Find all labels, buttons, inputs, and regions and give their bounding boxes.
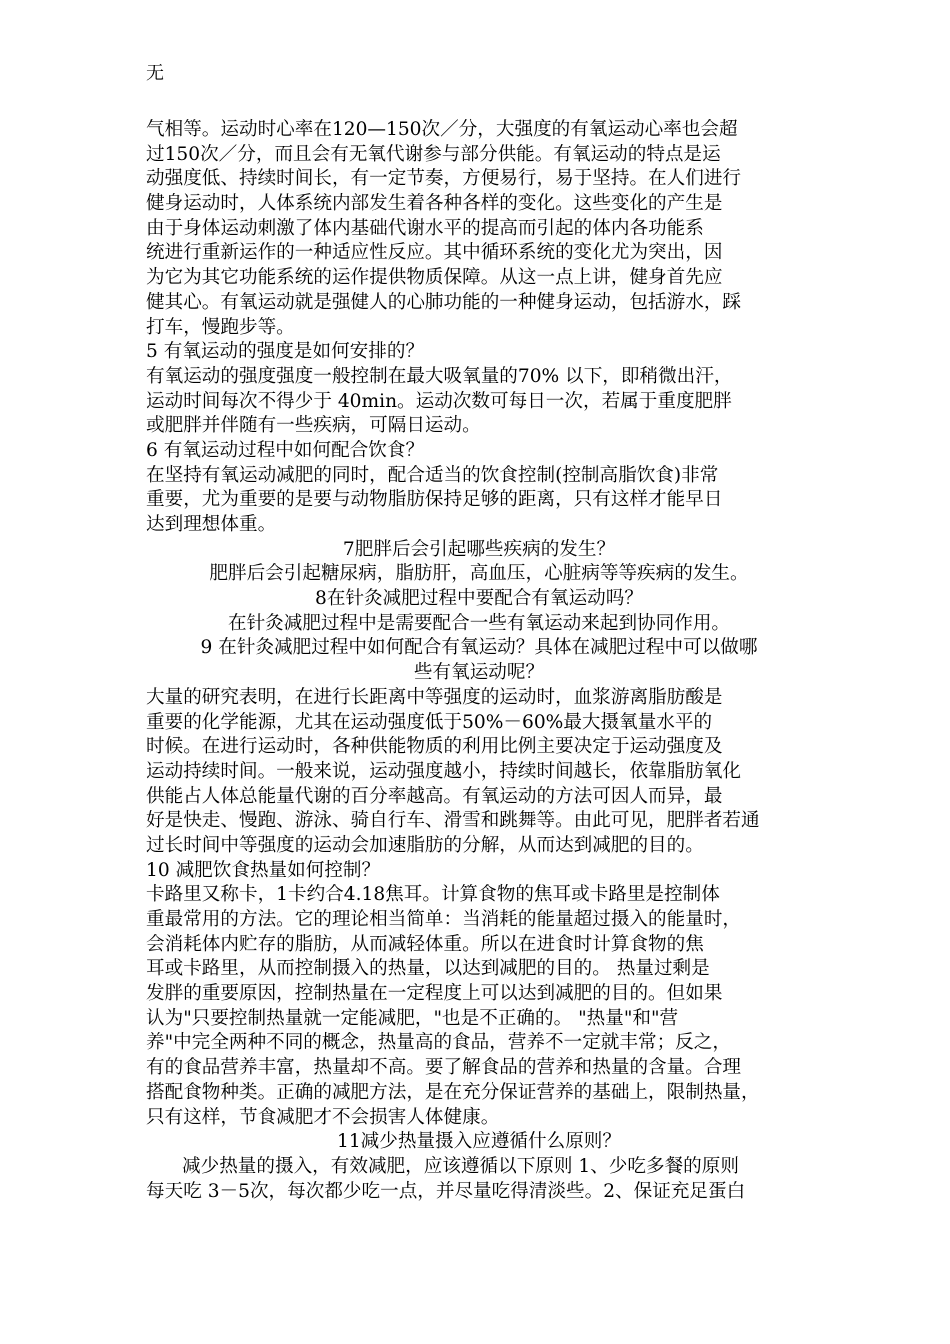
- text-line: 健其心。有氧运动就是强健人的心肺功能的一种健身运动，包括游水，踩: [146, 291, 742, 313]
- text-line: 好是快走、慢跑、游泳、骑自行车、滑雪和跳舞等。由此可见，肥胖者若通: [146, 810, 760, 832]
- text-line: 只有这样，节食减肥才不会损害人体健康。: [146, 1106, 500, 1128]
- text-line: 重要，尤为重要的是要与动物脂肪保持足够的距离，只有这样才能早日: [146, 489, 723, 511]
- text-line: 运动持续时间。一般来说，运动强度越小，持续时间越长，依靠脂肪氧化: [146, 760, 742, 782]
- document-body: [146, 118, 812, 1204]
- text-line: 有氧运动的强度强度一般控制在最大吸氧量的70% 以下，即稍微出汗，: [146, 365, 733, 387]
- text-line: 肥胖后会引起糖尿病，脂肪肝，高血压，心脏病等等疾病的发生。: [209, 563, 749, 585]
- text-line: 供能占人体总能量代谢的百分率越高。有氧运动的方法可因人而异，最: [146, 785, 723, 807]
- text-line: 过150次／分，而且会有无氧代谢参与部分供能。有氧运动的特点是运: [146, 143, 721, 165]
- text-line: 耳或卡路里，从而控制摄入的热量，以达到减肥的目的。 热量过剩是: [146, 958, 710, 980]
- text-line: 减少热量的摄入，有效减肥，应该遵循以下原则 1、少吃多餐的原则: [182, 1155, 739, 1177]
- text-line: 重最常用的方法。它的理论相当简单：当消耗的能量超过摄入的能量时，: [146, 909, 742, 930]
- text-line: 统进行重新运作的一种适应性反应。其中循环系统的变化尤为突出，因: [146, 242, 723, 264]
- text-line: 为它为其它功能系统的运作提供物质保障。从这一点上讲，健身首先应: [146, 267, 723, 289]
- text-line: 卡路里又称卡，1卡约合4.18焦耳。计算食物的焦耳或卡路里是控制体: [146, 884, 720, 906]
- text-line: 9 在针灸减肥过程中如何配合有氧运动？具体在减肥过程中可以做哪: [200, 637, 758, 659]
- text-line: 养"中完全两种不同的概念，热量高的食品，营养不一定就丰常；反之，: [146, 1032, 731, 1054]
- text-line: 健身运动时，人体系统内部发生着各种各样的变化。这些变化的产生是: [146, 193, 723, 215]
- text-line: 10 减肥饮食热量如何控制？: [146, 859, 381, 881]
- text-line: 每天吃 3－5次，每次都少吃一点，并尽量吃得清淡些。2、保证充足蛋白: [146, 1180, 746, 1202]
- text-line: 时候。在进行运动时，各种供能物质的利用比例主要决定于运动强度及: [146, 736, 723, 758]
- text-line: 气相等。运动时心率在120—150次／分，大强度的有氧运动心率也会超: [146, 119, 738, 140]
- text-line: 达到理想体重。: [146, 514, 277, 535]
- text-line: 8在针灸减肥过程中要配合有氧运动吗？: [315, 588, 643, 610]
- text-line: 7肥胖后会引起哪些疾病的发生？: [342, 538, 616, 560]
- text-line: 有的食品营养丰富，热量却不高。要了解食品的营养和热量的含量。合理: [146, 1057, 742, 1079]
- text-line: 运动时间每次不得少于 40min。运动次数可每日一次，若属于重度肥胖: [146, 390, 732, 412]
- text-line: 或肥胖并伴随有一些疾病，可隔日运动。: [146, 415, 481, 437]
- text-line: 在针灸减肥过程中是需要配合一些有氧运动来起到协同作用。: [227, 612, 731, 634]
- text-line: 打车，慢跑步等。: [146, 316, 295, 338]
- page-header: 无: [146, 63, 164, 84]
- text-line: 过长时间中等强度的运动会加速脂肪的分解，从而达到减肥的目的。: [146, 834, 704, 856]
- text-line: 动强度低、持续时间长，有一定节奏，方便易行，易于坚持。在人们进行: [146, 168, 742, 190]
- text-line: 6 有氧运动过程中如何配合饮食？: [146, 439, 425, 461]
- text-line: 会消耗体内贮存的脂肪，从而减轻体重。所以在进食时计算食物的焦: [146, 933, 704, 955]
- text-line: 11减少热量摄入应遵循什么原则？: [337, 1131, 621, 1153]
- text-line: 发胖的重要原因，控制热量在一定程度上可以达到减肥的目的。但如果: [146, 983, 723, 1005]
- text-line: 认为"只要控制热量就一定能减肥，"也是不正确的。 "热量"和"营: [146, 1007, 679, 1029]
- text-line: 由于身体运动刺激了体内基础代谢水平的提高而引起的体内各功能系: [146, 217, 704, 239]
- text-line: 重要的化学能源，尤其在运动强度低于50%－60%最大摄氧量水平的: [146, 711, 713, 733]
- text-line: 些有氧运动呢？: [413, 662, 545, 684]
- text-line: 大量的研究表明，在进行长距离中等强度的运动时，血浆游离脂肪酸是: [146, 686, 723, 708]
- text-line: 搭配食物种类。正确的减肥方法，是在充分保证营养的基础上，限制热量，: [146, 1081, 760, 1103]
- text-line: 在坚持有氧运动减肥的同时，配合适当的饮食控制(控制高脂饮食)非常: [146, 464, 719, 486]
- text-line: 5 有氧运动的强度是如何安排的？: [146, 341, 425, 363]
